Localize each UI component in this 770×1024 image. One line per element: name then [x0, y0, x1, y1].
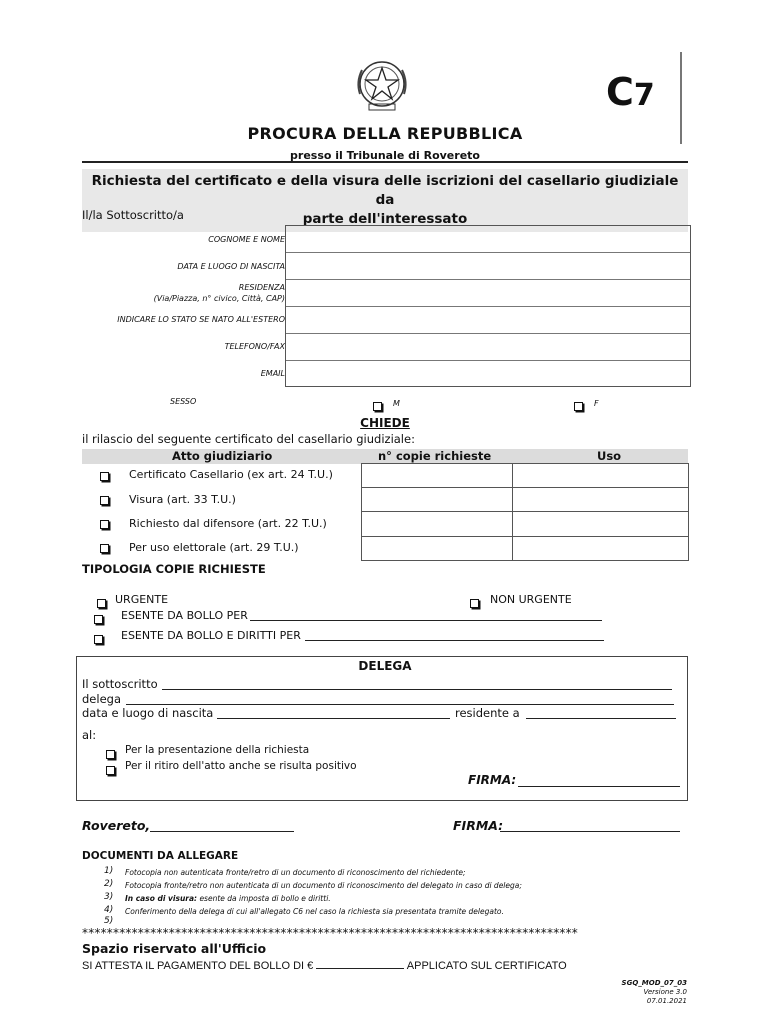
sex-f-label: F — [594, 399, 599, 408]
name-field[interactable] — [286, 226, 690, 253]
office-section-heading: Spazio riservato all'Ufficio — [82, 941, 267, 956]
doc-text-1: Fotocopia non autenticata fronte/retro di un documento di riconoscimento del richiedente; — [125, 868, 466, 877]
delegation-heading: DELEGA — [358, 659, 412, 673]
delegate-residence-line[interactable] — [526, 718, 676, 719]
delegate-birth-line[interactable] — [217, 718, 450, 719]
uso-cell-3[interactable] — [512, 511, 689, 537]
label-foreign-state: INDICARE LO STATO SE NATO ALL'ESTERO — [117, 315, 285, 324]
request-intro: il rilascio del seguente certificato del casellario giudiziale: — [82, 432, 415, 446]
cert-checkbox-1[interactable] — [100, 466, 109, 485]
cert-checkbox-3[interactable] — [100, 514, 109, 533]
non-urgent-label: NON URGENTE — [490, 593, 572, 606]
stamp-exempt-line[interactable] — [250, 620, 602, 621]
applicant-form — [285, 225, 691, 387]
separator-stars: ******************************************************************************** — [82, 926, 578, 940]
delegation-box — [76, 656, 688, 801]
sex-m-label: M — [393, 399, 400, 408]
cert-label-3: Richiesto dal difensore (art. 22 T.U.) — [129, 517, 327, 530]
request-title: Richiesta del certificato e della visura delle iscrizioni del casellario giudiziale da parte dell'interessato — [82, 169, 688, 232]
sex-label: SESSO — [170, 397, 197, 406]
delegator-line[interactable] — [162, 689, 672, 690]
delegation-for-label: al: — [82, 728, 97, 742]
office-title: PROCURA DELLA REPUBBLICA — [247, 124, 523, 143]
residence-field[interactable] — [286, 280, 690, 307]
doc-num-5: 5) — [104, 916, 114, 926]
delegate-line[interactable] — [126, 704, 674, 705]
document-footer: SGQ_MOD_07_03 Versione 3.0 07.01.2021 — [621, 979, 687, 1005]
uso-cell-1[interactable] — [512, 463, 689, 488]
delegate-birth-label: data e luogo di nascita — [82, 706, 214, 720]
chiede-heading: CHIEDE — [360, 416, 410, 430]
stamp-rights-exempt-label: ESENTE DA BOLLO E DIRITTI PER — [121, 629, 301, 642]
sex-f-checkbox[interactable] — [574, 396, 583, 415]
delegate-residence-label: residente a — [455, 706, 520, 720]
email-field[interactable] — [286, 361, 690, 385]
cert-checkbox-2[interactable] — [100, 490, 109, 509]
doc-num-2: 2) — [104, 879, 114, 889]
birth-field[interactable] — [286, 253, 690, 280]
doc-num-1: 1) — [104, 866, 114, 876]
header-divider — [82, 161, 688, 163]
office-subtitle: presso il Tribunale di Rovereto — [290, 149, 480, 162]
signature-line[interactable] — [500, 831, 680, 832]
label-residence-detail: (Via/Piazza, n° civico, Città, CAP) — [153, 294, 285, 303]
applicant-intro: Il/la Sottoscritto/a — [82, 208, 184, 222]
delegation-pickup-checkbox[interactable] — [106, 760, 115, 779]
copies-cell-2[interactable] — [361, 487, 513, 512]
form-code: C7 — [606, 70, 655, 114]
uso-cell-2[interactable] — [512, 487, 689, 512]
date-line[interactable] — [150, 831, 294, 832]
copies-cell-3[interactable] — [361, 511, 513, 537]
signature-label: FIRMA: — [453, 818, 504, 833]
label-phone: TELEFONO/FAX — [224, 342, 285, 351]
non-urgent-checkbox[interactable] — [470, 593, 479, 612]
documents-heading: DOCUMENTI DA ALLEGARE — [82, 850, 239, 862]
place-label: Rovereto, — [82, 818, 151, 833]
cert-label-4: Per uso elettorale (art. 29 T.U.) — [129, 541, 299, 554]
uso-cell-4[interactable] — [512, 536, 689, 561]
foreign-state-field[interactable] — [286, 307, 690, 334]
delegator-label: Il sottoscritto — [82, 677, 158, 691]
certificate-table-header — [82, 449, 688, 464]
delegation-submit-label: Per la presentazione della richiesta — [125, 744, 310, 756]
col-atto: Atto giudiziario — [172, 449, 273, 463]
office-section-text: SI ATTESTA IL PAGAMENTO DEL BOLLO DI € APPLICATO SUL CERTIFICATO — [82, 957, 567, 972]
delegation-pickup-label: Per il ritiro dell'atto anche se risulta positivo — [125, 760, 357, 772]
cert-label-1: Certificato Casellario (ex art. 24 T.U.) — [129, 468, 333, 481]
urgent-label: URGENTE — [115, 593, 169, 606]
stamp-rights-exempt-line[interactable] — [305, 640, 604, 641]
delegate-label: delega — [82, 692, 121, 706]
italian-republic-emblem — [352, 54, 412, 118]
col-uso: Uso — [597, 449, 622, 463]
label-name: COGNOME E NOME — [208, 235, 285, 244]
label-residence: RESIDENZA — [238, 283, 285, 292]
doc-text-4: Conferimento della delega di cui all'allegato C6 nel caso la richiesta sia presentata tramite delegato. — [125, 907, 504, 916]
stamp-amount-line[interactable] — [316, 957, 404, 969]
stamp-exempt-label: ESENTE DA BOLLO PER — [121, 609, 248, 622]
label-email: EMAIL — [260, 369, 285, 378]
doc-num-4: 4) — [104, 905, 114, 915]
col-copie: n° copie richieste — [378, 449, 492, 463]
copies-cell-4[interactable] — [361, 536, 513, 561]
label-birth: DATA E LUOGO DI NASCITA — [177, 262, 285, 271]
stamp-exempt-checkbox[interactable] — [94, 609, 103, 628]
copies-cell-1[interactable] — [361, 463, 513, 488]
doc-num-3: 3) — [104, 892, 114, 902]
copies-type-heading: TIPOLOGIA COPIE RICHIESTE — [82, 562, 266, 576]
delegation-signature-label: FIRMA: — [468, 773, 517, 787]
doc-text-3: In caso di visura: esente da imposta di bollo e diritti. — [125, 894, 331, 903]
cert-label-2: Visura (art. 33 T.U.) — [129, 493, 236, 506]
phone-field[interactable] — [286, 334, 690, 361]
delegation-signature-line[interactable] — [518, 786, 680, 787]
doc-text-2: Fotocopia fronte/retro non autenticata di un documento di riconoscimento del delegato in caso di delega; — [125, 881, 522, 890]
cert-checkbox-4[interactable] — [100, 538, 109, 557]
stamp-rights-exempt-checkbox[interactable] — [94, 629, 103, 648]
sex-m-checkbox[interactable] — [373, 396, 382, 415]
